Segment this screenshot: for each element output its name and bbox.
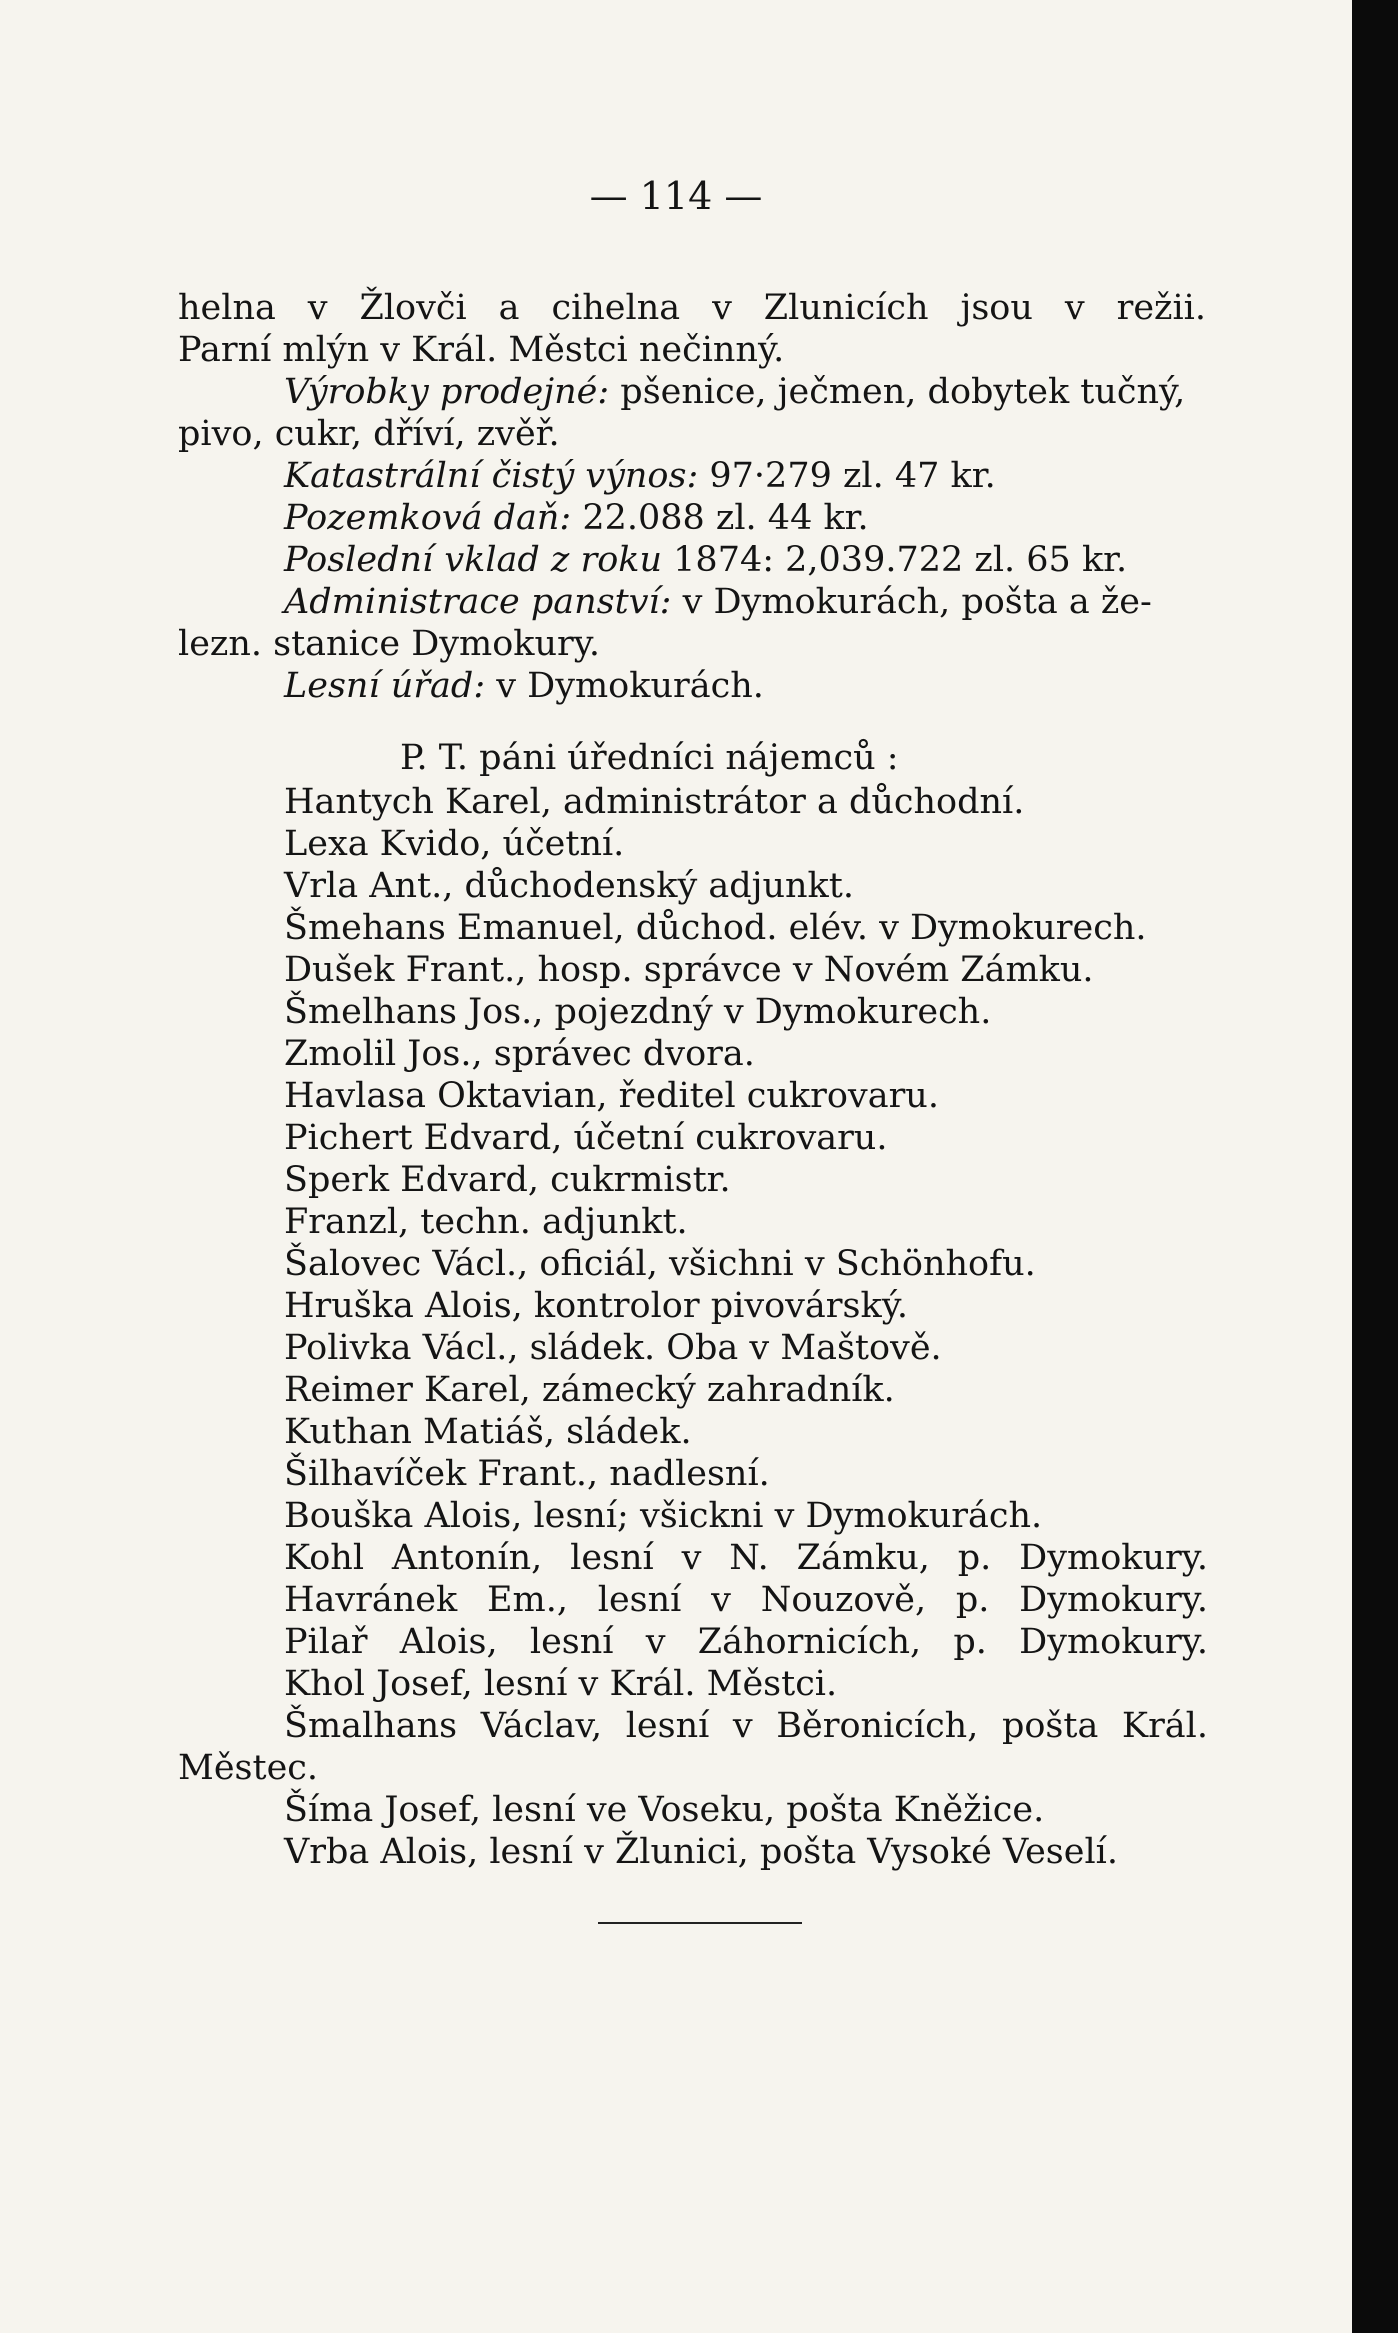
staff-line: Reimer Karel, zámecký zahradník. — [284, 1370, 895, 1410]
staff-line: Zmolil Jos., správec dvora. — [284, 1034, 755, 1074]
staff-line: Dušek Frant., hosp. správce v Novém Zámku. — [284, 950, 1094, 990]
staff-line: Šíma Josef, lesní ve Voseku, pošta Kněžice. — [284, 1790, 1045, 1830]
staff-line: Havlasa Oktavian, ředitel cukrovaru. — [284, 1076, 939, 1116]
staff-line: Vrba Alois, lesní v Žlunici, pošta Vysoké Veselí. — [284, 1832, 1118, 1872]
page-number: — 114 — — [589, 174, 763, 218]
staff-line: Šalovec Václ., oficiál, všichni v Schönhofu. — [284, 1244, 1036, 1284]
intro-line-1: helna v Žlovči a cihelna v Zlunicích jsou v režii. — [178, 288, 1206, 328]
staff-line: Khol Josef, lesní v Král. Městci. — [284, 1664, 838, 1704]
lesni-line — [284, 666, 764, 706]
vklad-label: Poslední vklad z roku — [284, 540, 663, 580]
staff-line: Polivka Václ., sládek. Oba v Maštově. — [284, 1328, 942, 1368]
staff-line: Sperk Edvard, cukrmistr. — [284, 1160, 731, 1200]
admin-line — [284, 582, 1152, 622]
admin-value: v Dymokurách, pošta a že- — [671, 582, 1152, 622]
staff-line: Bouška Alois, lesní; všickni v Dymokurách. — [284, 1496, 1043, 1536]
lesni-label: Lesní úřad: — [284, 666, 486, 706]
staff-line: Šmalhans Václav, lesní v Běronicích, pošta Král. — [284, 1706, 1208, 1746]
intro-line-2: Parní mlýn v Král. Městci nečinný. — [178, 330, 785, 370]
staff-line: Havránek Em., lesní v Nouzově, p. Dymokury. — [284, 1580, 1208, 1620]
admin-continuation: lezn. stanice Dymokury. — [178, 624, 601, 664]
staff-line: Šmelhans Jos., pojezdný v Dymokurech. — [284, 992, 992, 1032]
lesni-value: v Dymokurách. — [485, 666, 764, 706]
staff-line: Hruška Alois, kontrolor pivovárský. — [284, 1286, 908, 1326]
katastr-label: Katastrální čistý výnos: — [284, 456, 699, 496]
pozemkova-line — [284, 498, 869, 538]
pozemkova-value: 22.088 zl. 44 kr. — [571, 498, 869, 538]
staff-line: Lexa Kvido, účetní. — [284, 824, 625, 864]
vyrobky-continuation: pivo, cukr, dříví, zvěř. — [178, 414, 560, 454]
staff-heading: P. T. páni úředníci nájemců : — [400, 738, 899, 778]
scan-edge — [1352, 0, 1398, 2333]
katastr-line — [284, 456, 996, 496]
staff-line: Franzl, techn. adjunkt. — [284, 1202, 688, 1242]
pozemkova-label: Pozemková daň: — [284, 498, 572, 538]
vklad-value: 1874: 2,039.722 zl. 65 kr. — [662, 540, 1128, 580]
vyrobky-value: pšenice, ječmen, dobytek tučný, — [609, 372, 1186, 412]
staff-line: Kuthan Matiáš, sládek. — [284, 1412, 692, 1452]
staff-line: Pilař Alois, lesní v Záhornicích, p. Dymokury. — [284, 1622, 1208, 1662]
vyrobky-label: Výrobky prodejné: — [284, 372, 610, 412]
katastr-value: 97·279 zl. 47 kr. — [698, 456, 996, 496]
staff-line: Vrla Ant., důchodenský adjunkt. — [284, 866, 854, 906]
staff-line: Kohl Antonín, lesní v N. Zámku, p. Dymokury. — [284, 1538, 1208, 1578]
admin-label: Administrace panství: — [284, 582, 672, 622]
closing-rule — [598, 1922, 802, 1924]
staff-line: Pichert Edvard, účetní cukrovaru. — [284, 1118, 888, 1158]
staff-line: Šmehans Emanuel, důchod. elév. v Dymokurech. — [284, 908, 1147, 948]
staff-line: Městec. — [178, 1748, 319, 1788]
vyrobky-line — [284, 372, 1185, 412]
staff-line: Šilhavíček Frant., nadlesní. — [284, 1454, 770, 1494]
vklad-line — [284, 540, 1127, 580]
staff-line: Hantych Karel, administrátor a důchodní. — [284, 782, 1025, 822]
